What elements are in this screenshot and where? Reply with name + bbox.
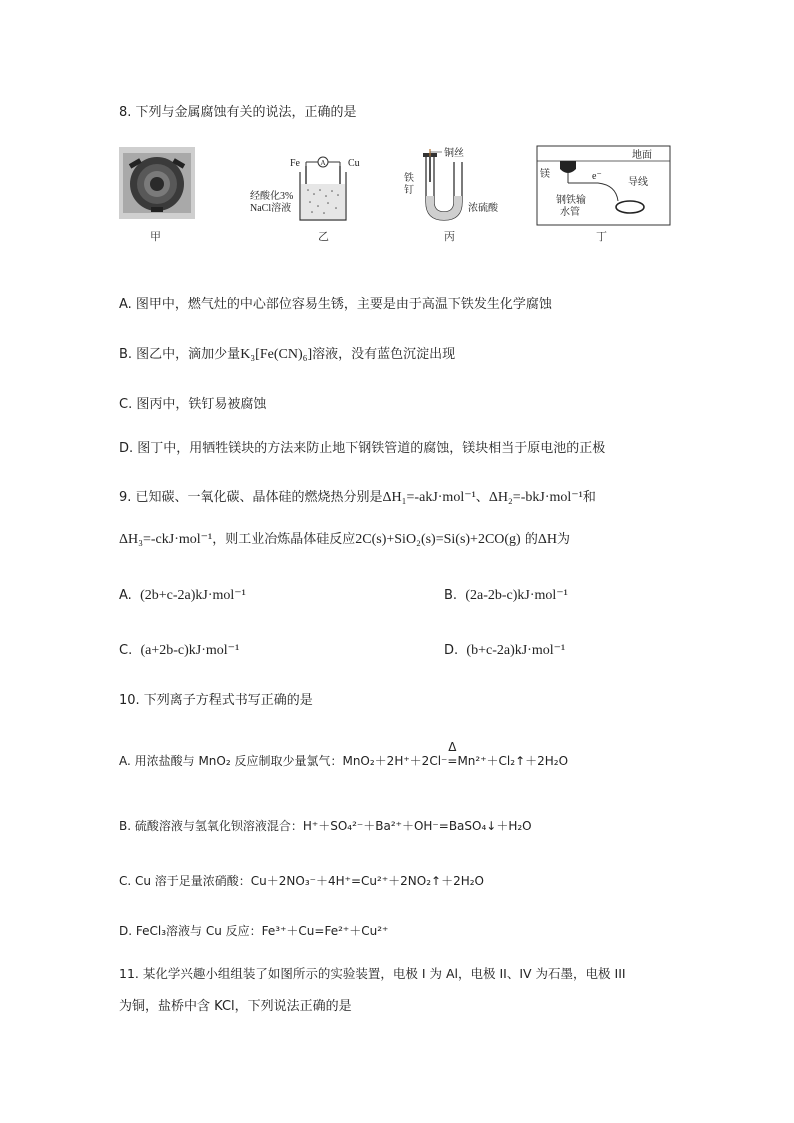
q8-option-b-post: 溶液，没有蓝色沉淀出现 — [312, 347, 456, 362]
q9-option-a-label: A. — [119, 588, 132, 603]
q9-line2 — [119, 531, 570, 549]
q9-option-a — [119, 587, 246, 605]
heat-symbol: Δ — [448, 740, 457, 754]
ground-label: 地面 — [632, 150, 652, 161]
heating-equals-sign — [447, 740, 458, 770]
cu-electrode-label: Cu — [348, 158, 360, 169]
q8-option-b-pre: B. 图乙中，滴加少量 — [119, 347, 241, 362]
solution-label-2: NaCl溶液 — [250, 203, 292, 214]
figure-bing-u-tube — [398, 146, 518, 226]
q9-dh3: ΔH₃=-ckJ·mol⁻¹ — [119, 532, 213, 547]
q9-dh: ΔH — [537, 532, 557, 547]
q10-option-b: B. 硫酸溶液与氢氧化钡溶液混合：H⁺＋SO₄²⁻＋Ba²⁺＋OH⁻=BaSO₄↓＋H₂O — [119, 819, 532, 833]
caption-ding: 丁 — [596, 230, 607, 243]
q10-option-c: C. Cu 溶于足量浓硝酸：Cu＋2NO₃⁻＋4H⁺=Cu²⁺＋2NO₂↑＋2H₂O — [119, 874, 485, 888]
q9-mid: ，则工业冶炼晶体硅反应 — [212, 532, 356, 547]
q9-option-d-label: D. — [444, 643, 459, 658]
q8-option-c: C. 图丙中，铁钉易被腐蚀 — [119, 397, 267, 412]
q10-option-a-pre: A. 用浓盐酸与 MnO₂ 反应制取少量氯气：MnO₂＋2H⁺＋2Cl⁻ — [119, 754, 448, 768]
iron-nail-label-1: 铁 — [404, 173, 414, 184]
acid-label: 浓硫酸 — [468, 203, 498, 214]
q9-dh1: ΔH₁=-akJ·mol⁻¹ — [382, 490, 476, 505]
q9-option-d — [444, 642, 565, 660]
electron-label: e⁻ — [592, 171, 602, 182]
q9-post-1: 的 — [520, 532, 538, 547]
q8-option-d: D. 图丁中，用牺牲镁块的方法来防止地下钢铁管道的腐蚀，镁块相当于原电池的正极 — [119, 441, 606, 456]
q9-option-a-value: (2b+c-2a)kJ·mol⁻¹ — [140, 588, 246, 603]
q9-post-2: 为 — [557, 532, 571, 547]
fe-electrode-label: Fe — [290, 158, 300, 169]
q9-option-b-value: (2a-2b-c)kJ·mol⁻¹ — [465, 588, 568, 603]
q9-reaction: 2C(s)+SiO₂(s)=Si(s)+2CO(g) — [355, 532, 521, 547]
q10-option-a-post: Mn²⁺＋Cl₂↑＋2H₂O — [457, 754, 569, 768]
mg-label: 镁 — [540, 169, 550, 180]
q9-option-c-label: C. — [119, 643, 133, 658]
iron-nail-label-2: 钉 — [404, 185, 414, 196]
pipe-label-1: 钢铁输 — [556, 195, 586, 206]
figure-ding-pipe — [536, 145, 672, 227]
caption-yi: 乙 — [318, 230, 329, 243]
pipe-label-2: 水管 — [560, 207, 580, 218]
q10-option-a — [119, 740, 569, 770]
q9-option-b-label: B. — [444, 588, 458, 603]
q9-sep: 、 — [475, 490, 489, 505]
wire-label: 导线 — [628, 177, 648, 188]
equals-sign: = — [447, 754, 458, 768]
q9-option-c — [119, 642, 239, 660]
figure-jia-gas-stove — [119, 147, 195, 219]
q9-and: 和 — [582, 490, 596, 505]
caption-bing: 丙 — [444, 230, 455, 243]
q8-option-a: A. 图甲中，燃气灶的中心部位容易生锈，主要是由于高温下铁发生化学腐蚀 — [119, 297, 552, 312]
ammeter-label: A — [320, 159, 326, 167]
caption-jia: 甲 — [150, 230, 161, 243]
figure-yi-beaker — [248, 150, 378, 228]
q11-line2: 为铜，盐桥中含 KCl，下列说法正确的是 — [119, 999, 352, 1014]
q9-option-c-value: (a+2b-c)kJ·mol⁻¹ — [140, 643, 240, 658]
q8-stem: 8. 下列与金属腐蚀有关的说法，正确的是 — [119, 105, 357, 120]
q9-stem: 9. 已知碳、一氧化碳、晶体硅的燃烧热分别是 — [119, 490, 383, 505]
q11-line1: 11. 某化学兴趣小组组装了如图所示的实验装置，电极 I 为 Al，电极 II、IV 为石墨，电极 III — [119, 966, 626, 981]
q10-stem: 10. 下列离子方程式书写正确的是 — [119, 693, 313, 708]
potassium-ferricyanide-formula: K₃[Fe(CN)₆] — [240, 347, 313, 362]
q8-option-b — [119, 346, 455, 364]
q9-dh2: ΔH₂=-bkJ·mol⁻¹ — [488, 490, 583, 505]
copper-wire-label: 铜丝 — [444, 148, 464, 159]
q9-line1 — [119, 489, 596, 507]
solution-label-1: 经酸化3% — [250, 191, 294, 202]
q9-option-d-value: (b+c-2a)kJ·mol⁻¹ — [466, 643, 566, 658]
q9-option-b — [444, 587, 568, 605]
q10-option-d: D. FeCl₃溶液与 Cu 反应：Fe³⁺＋Cu=Fe²⁺＋Cu²⁺ — [119, 924, 389, 938]
